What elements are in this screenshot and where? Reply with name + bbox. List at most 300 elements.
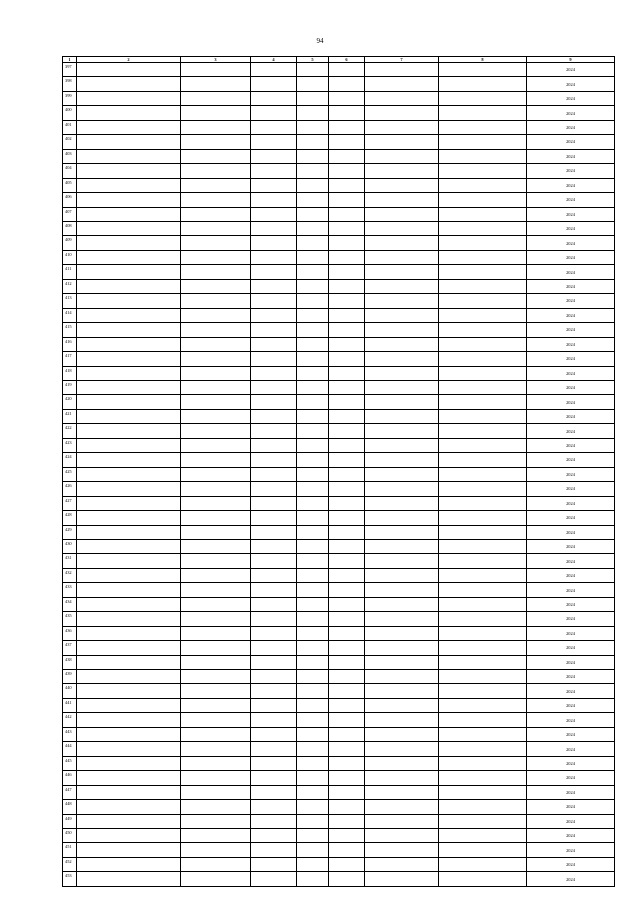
- date-cell: [251, 829, 297, 843]
- floors-cell: [297, 872, 329, 887]
- cadastral-number-cell: [181, 149, 251, 163]
- year-cell: 2024: [527, 380, 615, 394]
- work-type-cell: [365, 91, 439, 105]
- cadastral-number-cell: [181, 785, 251, 799]
- area-cell: [329, 756, 365, 770]
- work-type-cell: [365, 771, 439, 785]
- note-cell: [439, 482, 527, 496]
- address-cell: [77, 438, 181, 452]
- cadastral-number-cell: [181, 409, 251, 423]
- table-row: [63, 626, 615, 640]
- note-cell: [439, 221, 527, 235]
- row-number-cell: 451: [63, 843, 77, 857]
- date-cell: [251, 756, 297, 770]
- floors-cell: [297, 77, 329, 91]
- table-row: [63, 294, 615, 308]
- area-cell: [329, 698, 365, 712]
- address-cell: [77, 597, 181, 611]
- area-cell: [329, 539, 365, 553]
- year-cell: 2024: [527, 568, 615, 582]
- cadastral-number-cell: [181, 308, 251, 322]
- area-cell: [329, 727, 365, 741]
- year-cell: 2024: [527, 857, 615, 871]
- floors-cell: [297, 713, 329, 727]
- row-number-cell: 420: [63, 395, 77, 409]
- row-number-cell: 428: [63, 511, 77, 525]
- table-row: [63, 164, 615, 178]
- work-type-cell: [365, 380, 439, 394]
- area-cell: [329, 814, 365, 828]
- cadastral-number-cell: [181, 525, 251, 539]
- area-cell: [329, 612, 365, 626]
- row-number-cell: 408: [63, 221, 77, 235]
- cadastral-number-cell: [181, 395, 251, 409]
- cadastral-number-cell: [181, 771, 251, 785]
- note-cell: [439, 843, 527, 857]
- date-cell: [251, 337, 297, 351]
- address-cell: [77, 568, 181, 582]
- area-cell: [329, 207, 365, 221]
- note-cell: [439, 698, 527, 712]
- cadastral-number-cell: [181, 641, 251, 655]
- table-row: [63, 409, 615, 423]
- floors-cell: [297, 193, 329, 207]
- row-number-cell: 432: [63, 568, 77, 582]
- column-number-cell: 9: [527, 57, 615, 63]
- note-cell: [439, 857, 527, 871]
- floors-cell: [297, 135, 329, 149]
- year-cell: 2024: [527, 409, 615, 423]
- work-type-cell: [365, 872, 439, 887]
- area-cell: [329, 554, 365, 568]
- note-cell: [439, 684, 527, 698]
- note-cell: [439, 279, 527, 293]
- address-cell: [77, 395, 181, 409]
- year-cell: 2024: [527, 366, 615, 380]
- work-type-cell: [365, 829, 439, 843]
- table-row: [63, 265, 615, 279]
- work-type-cell: [365, 106, 439, 120]
- row-number-cell: 443: [63, 727, 77, 741]
- cadastral-number-cell: [181, 265, 251, 279]
- work-type-cell: [365, 641, 439, 655]
- row-number-cell: 441: [63, 698, 77, 712]
- area-cell: [329, 568, 365, 582]
- date-cell: [251, 857, 297, 871]
- note-cell: [439, 149, 527, 163]
- row-number-cell: 415: [63, 323, 77, 337]
- year-cell: 2024: [527, 655, 615, 669]
- date-cell: [251, 120, 297, 134]
- note-cell: [439, 670, 527, 684]
- date-cell: [251, 453, 297, 467]
- row-number-cell: 418: [63, 366, 77, 380]
- area-cell: [329, 337, 365, 351]
- date-cell: [251, 554, 297, 568]
- floors-cell: [297, 337, 329, 351]
- floors-cell: [297, 221, 329, 235]
- cadastral-number-cell: [181, 482, 251, 496]
- address-cell: [77, 482, 181, 496]
- table-row: [63, 337, 615, 351]
- address-cell: [77, 453, 181, 467]
- work-type-cell: [365, 178, 439, 192]
- date-cell: [251, 308, 297, 322]
- year-cell: 2024: [527, 438, 615, 452]
- work-type-cell: [365, 164, 439, 178]
- table-row: [63, 438, 615, 452]
- note-cell: [439, 164, 527, 178]
- year-cell: 2024: [527, 193, 615, 207]
- floors-cell: [297, 63, 329, 77]
- column-number-cell: 3: [181, 57, 251, 63]
- date-cell: [251, 800, 297, 814]
- row-number-cell: 399: [63, 91, 77, 105]
- table-row: [63, 684, 615, 698]
- area-cell: [329, 857, 365, 871]
- work-type-cell: [365, 742, 439, 756]
- area-cell: [329, 193, 365, 207]
- work-type-cell: [365, 294, 439, 308]
- cadastral-number-cell: [181, 670, 251, 684]
- cadastral-number-cell: [181, 756, 251, 770]
- row-number-cell: 407: [63, 207, 77, 221]
- area-cell: [329, 742, 365, 756]
- row-number-cell: 402: [63, 135, 77, 149]
- note-cell: [439, 395, 527, 409]
- note-cell: [439, 106, 527, 120]
- cadastral-number-cell: [181, 727, 251, 741]
- year-cell: 2024: [527, 120, 615, 134]
- work-type-cell: [365, 352, 439, 366]
- floors-cell: [297, 482, 329, 496]
- work-type-cell: [365, 626, 439, 640]
- row-number-cell: 449: [63, 814, 77, 828]
- cadastral-number-cell: [181, 496, 251, 510]
- floors-cell: [297, 409, 329, 423]
- work-type-cell: [365, 511, 439, 525]
- year-cell: 2024: [527, 814, 615, 828]
- row-number-cell: 445: [63, 756, 77, 770]
- note-cell: [439, 453, 527, 467]
- row-number-cell: 434: [63, 597, 77, 611]
- floors-cell: [297, 800, 329, 814]
- year-cell: 2024: [527, 525, 615, 539]
- cadastral-number-cell: [181, 106, 251, 120]
- floors-cell: [297, 279, 329, 293]
- cadastral-number-cell: [181, 800, 251, 814]
- floors-cell: [297, 612, 329, 626]
- note-cell: [439, 771, 527, 785]
- date-cell: [251, 713, 297, 727]
- floors-cell: [297, 771, 329, 785]
- floors-cell: [297, 323, 329, 337]
- cadastral-number-cell: [181, 554, 251, 568]
- area-cell: [329, 655, 365, 669]
- table-row: [63, 756, 615, 770]
- floors-cell: [297, 250, 329, 264]
- note-cell: [439, 525, 527, 539]
- row-number-cell: 426: [63, 482, 77, 496]
- floors-cell: [297, 236, 329, 250]
- year-cell: 2024: [527, 337, 615, 351]
- cadastral-number-cell: [181, 193, 251, 207]
- year-cell: 2024: [527, 294, 615, 308]
- date-cell: [251, 467, 297, 481]
- address-cell: [77, 756, 181, 770]
- floors-cell: [297, 294, 329, 308]
- row-number-cell: 437: [63, 641, 77, 655]
- row-number-cell: 442: [63, 713, 77, 727]
- floors-cell: [297, 265, 329, 279]
- note-cell: [439, 727, 527, 741]
- area-cell: [329, 250, 365, 264]
- cadastral-number-cell: [181, 77, 251, 91]
- work-type-cell: [365, 583, 439, 597]
- floors-cell: [297, 178, 329, 192]
- year-cell: 2024: [527, 149, 615, 163]
- note-cell: [439, 511, 527, 525]
- address-cell: [77, 843, 181, 857]
- row-number-cell: 430: [63, 539, 77, 553]
- address-cell: [77, 872, 181, 887]
- address-cell: [77, 91, 181, 105]
- table-row: [63, 482, 615, 496]
- cadastral-number-cell: [181, 713, 251, 727]
- table-row: [63, 395, 615, 409]
- date-cell: [251, 207, 297, 221]
- row-number-cell: 424: [63, 453, 77, 467]
- note-cell: [439, 409, 527, 423]
- note-cell: [439, 323, 527, 337]
- year-cell: 2024: [527, 178, 615, 192]
- address-cell: [77, 727, 181, 741]
- table-row: [63, 323, 615, 337]
- work-type-cell: [365, 727, 439, 741]
- work-type-cell: [365, 395, 439, 409]
- table-row: [63, 380, 615, 394]
- work-type-cell: [365, 568, 439, 582]
- floors-cell: [297, 308, 329, 322]
- date-cell: [251, 366, 297, 380]
- row-number-cell: 403: [63, 149, 77, 163]
- year-cell: 2024: [527, 756, 615, 770]
- address-cell: [77, 120, 181, 134]
- year-cell: 2024: [527, 207, 615, 221]
- table-row: [63, 467, 615, 481]
- work-type-cell: [365, 337, 439, 351]
- address-cell: [77, 655, 181, 669]
- page-number: 94: [316, 37, 324, 45]
- note-cell: [439, 424, 527, 438]
- note-cell: [439, 438, 527, 452]
- cadastral-number-cell: [181, 352, 251, 366]
- work-type-cell: [365, 800, 439, 814]
- cadastral-number-cell: [181, 63, 251, 77]
- floors-cell: [297, 727, 329, 741]
- year-cell: 2024: [527, 279, 615, 293]
- address-cell: [77, 742, 181, 756]
- year-cell: 2024: [527, 800, 615, 814]
- row-number-cell: 425: [63, 467, 77, 481]
- row-number-cell: 422: [63, 424, 77, 438]
- row-number-cell: 436: [63, 626, 77, 640]
- table-row: [63, 785, 615, 799]
- floors-cell: [297, 395, 329, 409]
- area-cell: [329, 684, 365, 698]
- table-row: [63, 742, 615, 756]
- address-cell: [77, 236, 181, 250]
- area-cell: [329, 294, 365, 308]
- date-cell: [251, 872, 297, 887]
- floors-cell: [297, 814, 329, 828]
- cadastral-number-cell: [181, 872, 251, 887]
- date-cell: [251, 698, 297, 712]
- area-cell: [329, 135, 365, 149]
- area-cell: [329, 265, 365, 279]
- area-cell: [329, 308, 365, 322]
- column-number-cell: 7: [365, 57, 439, 63]
- address-cell: [77, 380, 181, 394]
- row-number-cell: 414: [63, 308, 77, 322]
- cadastral-number-cell: [181, 178, 251, 192]
- year-cell: 2024: [527, 63, 615, 77]
- floors-cell: [297, 785, 329, 799]
- table-row: [63, 727, 615, 741]
- area-cell: [329, 843, 365, 857]
- cadastral-number-cell: [181, 135, 251, 149]
- year-cell: 2024: [527, 308, 615, 322]
- date-cell: [251, 395, 297, 409]
- row-number-cell: 401: [63, 120, 77, 134]
- note-cell: [439, 193, 527, 207]
- note-cell: [439, 265, 527, 279]
- work-type-cell: [365, 612, 439, 626]
- floors-cell: [297, 467, 329, 481]
- cadastral-number-cell: [181, 655, 251, 669]
- work-type-cell: [365, 193, 439, 207]
- cadastral-number-cell: [181, 337, 251, 351]
- area-cell: [329, 453, 365, 467]
- address-cell: [77, 626, 181, 640]
- work-type-cell: [365, 250, 439, 264]
- work-type-cell: [365, 323, 439, 337]
- table-row: [63, 106, 615, 120]
- note-cell: [439, 829, 527, 843]
- cadastral-number-cell: [181, 221, 251, 235]
- row-number-cell: 429: [63, 525, 77, 539]
- table-row: [63, 713, 615, 727]
- work-type-cell: [365, 698, 439, 712]
- area-cell: [329, 467, 365, 481]
- note-cell: [439, 63, 527, 77]
- year-cell: 2024: [527, 106, 615, 120]
- note-cell: [439, 539, 527, 553]
- floors-cell: [297, 756, 329, 770]
- floors-cell: [297, 684, 329, 698]
- cadastral-number-cell: [181, 684, 251, 698]
- floors-cell: [297, 829, 329, 843]
- table-row: [63, 829, 615, 843]
- year-cell: 2024: [527, 872, 615, 887]
- date-cell: [251, 380, 297, 394]
- year-cell: 2024: [527, 713, 615, 727]
- date-cell: [251, 236, 297, 250]
- year-cell: 2024: [527, 164, 615, 178]
- area-cell: [329, 872, 365, 887]
- row-number-cell: 433: [63, 583, 77, 597]
- note-cell: [439, 380, 527, 394]
- row-number-cell: 412: [63, 279, 77, 293]
- table-row: [63, 641, 615, 655]
- column-number-cell: 8: [439, 57, 527, 63]
- cadastral-number-cell: [181, 511, 251, 525]
- address-cell: [77, 193, 181, 207]
- table-row: [63, 308, 615, 322]
- table-row: [63, 135, 615, 149]
- area-cell: [329, 221, 365, 235]
- cadastral-number-cell: [181, 843, 251, 857]
- address-cell: [77, 265, 181, 279]
- address-cell: [77, 366, 181, 380]
- floors-cell: [297, 164, 329, 178]
- row-number-cell: 435: [63, 612, 77, 626]
- area-cell: [329, 178, 365, 192]
- area-cell: [329, 597, 365, 611]
- table-row: [63, 670, 615, 684]
- year-cell: 2024: [527, 453, 615, 467]
- table-body: [63, 57, 615, 887]
- date-cell: [251, 641, 297, 655]
- address-cell: [77, 424, 181, 438]
- date-cell: [251, 352, 297, 366]
- work-type-cell: [365, 207, 439, 221]
- date-cell: [251, 626, 297, 640]
- floors-cell: [297, 352, 329, 366]
- year-cell: 2024: [527, 626, 615, 640]
- floors-cell: [297, 554, 329, 568]
- work-type-cell: [365, 366, 439, 380]
- area-cell: [329, 525, 365, 539]
- work-type-cell: [365, 655, 439, 669]
- cadastral-number-cell: [181, 164, 251, 178]
- address-cell: [77, 612, 181, 626]
- column-number-cell: 5: [297, 57, 329, 63]
- year-cell: 2024: [527, 829, 615, 843]
- table-row: [63, 207, 615, 221]
- note-cell: [439, 785, 527, 799]
- table-row: [63, 63, 615, 77]
- row-number-cell: 452: [63, 857, 77, 871]
- address-cell: [77, 207, 181, 221]
- table-row: [63, 424, 615, 438]
- floors-cell: [297, 626, 329, 640]
- address-cell: [77, 785, 181, 799]
- work-type-cell: [365, 713, 439, 727]
- cadastral-number-cell: [181, 279, 251, 293]
- table-row: [63, 77, 615, 91]
- date-cell: [251, 63, 297, 77]
- table-row: [63, 583, 615, 597]
- date-cell: [251, 294, 297, 308]
- area-cell: [329, 583, 365, 597]
- floors-cell: [297, 511, 329, 525]
- area-cell: [329, 438, 365, 452]
- floors-cell: [297, 91, 329, 105]
- row-number-cell: 405: [63, 178, 77, 192]
- area-cell: [329, 366, 365, 380]
- area-cell: [329, 409, 365, 423]
